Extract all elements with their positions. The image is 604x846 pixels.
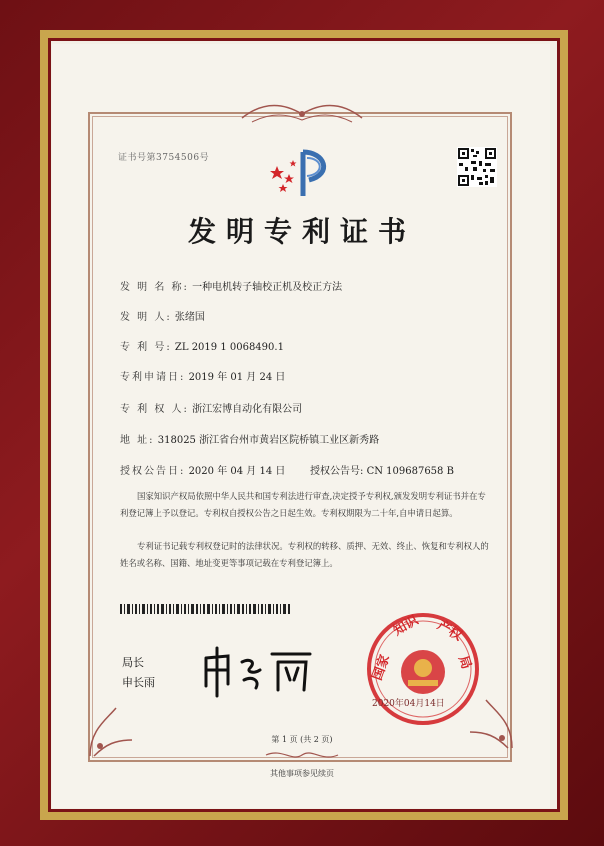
patent-number-field [120, 338, 284, 353]
grant-number-field [310, 462, 454, 477]
svg-text:知识: 知识 [391, 612, 422, 639]
address-field [120, 431, 379, 446]
svg-text:产权: 产权 [434, 617, 465, 644]
svg-text:国家: 国家 [370, 652, 394, 683]
page-number: 第 1 页 (共 2 页) [271, 735, 333, 744]
filing-date-label: 专利申请日: [120, 372, 186, 383]
inventor-field [120, 308, 205, 323]
seal-date: 2020年04月14日 [372, 699, 445, 709]
top-ornament [232, 100, 372, 126]
footer-note: 其他事项参见续页 [270, 769, 334, 778]
legal-status-statement: 专利证书记载专利权登记时的法律状况。专利权的转移、质押、无效、终止、恢复和专利权人的姓名或名称、国籍、地址变更等事项记载在专利登记簿上。 [120, 541, 489, 568]
signature-icon [198, 640, 318, 700]
grant-statement: 国家知识产权局依照中华人民共和国专利法进行审查,决定授予专利权,颁发发明专利证书并在专利登记簿上予以登记。专利权自授权公告之日起生效。专利权期限为二十年,自申请日起算。 [120, 491, 486, 518]
grant-date-value: 2020 年 04 月 14 日 [188, 466, 286, 477]
barcode-icon [120, 604, 290, 614]
bottom-left-ornament [86, 700, 136, 760]
signer-name: 申长雨 [122, 676, 155, 689]
grant-date-field [120, 462, 285, 477]
patentee-field [120, 400, 302, 415]
svg-text:局: 局 [455, 653, 474, 672]
patentee-label: 专 利 权 人: [120, 404, 189, 415]
cnipa-logo-icon [263, 148, 343, 200]
invention-name-label: 发 明 名 称: [120, 282, 189, 293]
address-value: 318025 浙江省台州市黄岩区院桥镇工业区新秀路 [157, 435, 380, 446]
grant-date-label: 授权公告日: [120, 466, 186, 477]
grant-number-value: CN 109687658 B [366, 466, 454, 477]
grant-number-label: 授权公告号: [310, 466, 364, 477]
address-label: 地 址: [120, 435, 155, 446]
invention-name-field [120, 278, 342, 293]
patent-number-value: ZL 2019 1 0068490.1 [174, 342, 284, 353]
filing-date-field [120, 368, 285, 383]
official-seal-icon [364, 610, 482, 728]
certificate-number: 证书号第3754506号 [118, 153, 210, 163]
filing-date-value: 2019 年 01 月 24 日 [188, 372, 286, 383]
patent-number-label: 专 利 号: [120, 342, 172, 353]
qr-code-icon [457, 147, 497, 187]
inventor-value: 张绪国 [174, 312, 205, 323]
inventor-label: 发 明 人: [120, 312, 172, 323]
certificate-title: 发明专利证书 [187, 215, 416, 248]
bottom-center-ornament [262, 748, 342, 762]
signer-title: 局长 [122, 656, 144, 669]
patentee-value: 浙江宏博自动化有限公司 [192, 404, 303, 415]
invention-name-value: 一种电机转子轴校正机及校正方法 [192, 282, 343, 293]
